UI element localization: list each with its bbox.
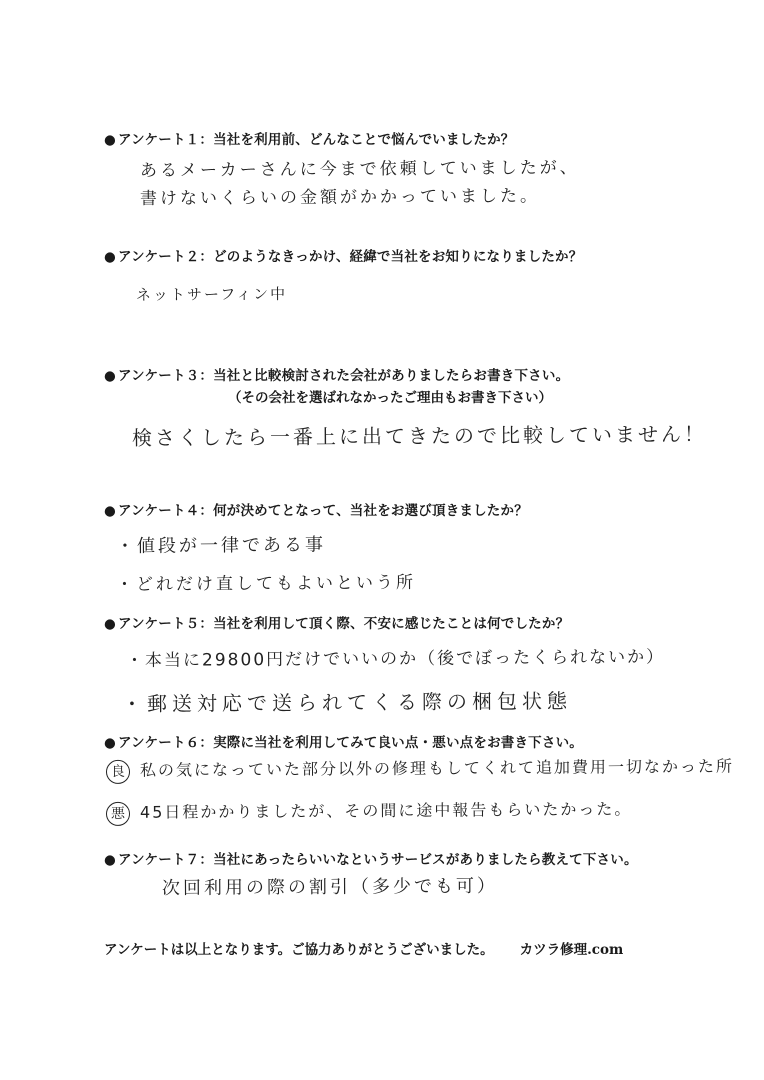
- question-2: [104, 245, 582, 265]
- question-1: [104, 128, 514, 148]
- bullet-icon: ●: [104, 368, 116, 384]
- question-4: [104, 499, 528, 519]
- answer-1-line-1: あるメーカーさんに今まで依頼していましたが、: [139, 157, 580, 181]
- question-5: [104, 612, 569, 632]
- answer-2-line-1: ネットサーフィン中: [135, 284, 288, 304]
- question-1-label: アンケート１：当社を利用前、どんなことで悩んでいましたか？: [117, 132, 515, 148]
- answer-6-good-text: 私の気になっていた部分以外の修理もしてくれて追加費用一切なかった所: [139, 756, 735, 780]
- answer-6-bad-text: 45日程かかりましたが、その間に途中報告もらいたかった。: [139, 799, 633, 822]
- answer-7-line-1: 次回利用の際の割引（多少でも可）: [161, 875, 499, 899]
- answer-4-line-2: ・どれだけ直してもよいという所: [115, 572, 417, 595]
- footer: [104, 938, 623, 958]
- question-4-label: アンケート４：何が決めてとなって、当社をお選び頂きましたか？: [117, 503, 528, 519]
- footer-text: アンケートは以上となります。ご協力ありがとうございました。: [104, 942, 494, 958]
- question-6: [104, 731, 583, 751]
- answer-6-good: [106, 754, 734, 784]
- good-mark: 良: [106, 760, 130, 784]
- bad-mark: 悪: [106, 802, 130, 826]
- bullet-icon: ●: [104, 735, 116, 751]
- bullet-icon: ●: [104, 132, 116, 148]
- brand-name: カツラ修理.com: [519, 942, 624, 958]
- answer-4-line-1: ・値段が一律である事: [115, 534, 327, 557]
- question-6-label: アンケート６：実際に当社を利用してみて良い点・悪い点をお書き下さい。: [117, 735, 583, 751]
- answer-3-line-1: 検さくしたら一番上に出てきたので比較していません！: [131, 421, 708, 450]
- question-3-sub: （その会社を選ばれなかったご理由もお書き下さい）: [228, 390, 552, 406]
- bullet-icon: ●: [104, 249, 116, 265]
- question-2-label: アンケート２：どのようなきっかけ、経緯で当社をお知りになりましたか？: [117, 249, 583, 265]
- bullet-icon: ●: [104, 616, 116, 632]
- question-5-label: アンケート５：当社を利用して頂く際、不安に感じたことは何でしたか？: [117, 616, 570, 632]
- answer-1-line-2: 書けないくらいの金額がかかっていました。: [139, 186, 541, 209]
- bullet-icon: ●: [104, 852, 116, 868]
- answer-5-line-1: ・本当に29800円だけでいいのか（後でぼったくられないか）: [125, 647, 666, 671]
- bullet-icon: ●: [104, 503, 116, 519]
- question-7-label: アンケート７：当社にあったらいいなというサービスがありましたら教えて下さい。: [117, 852, 638, 868]
- answer-6-bad: [106, 796, 633, 826]
- question-3: [104, 364, 569, 384]
- answer-5-line-2: ・郵送対応で送られてくる際の梱包状態: [121, 688, 573, 716]
- question-7: [104, 848, 638, 868]
- question-3-label: アンケート３：当社と比較検討された会社がありましたらお書き下さい。: [117, 368, 570, 384]
